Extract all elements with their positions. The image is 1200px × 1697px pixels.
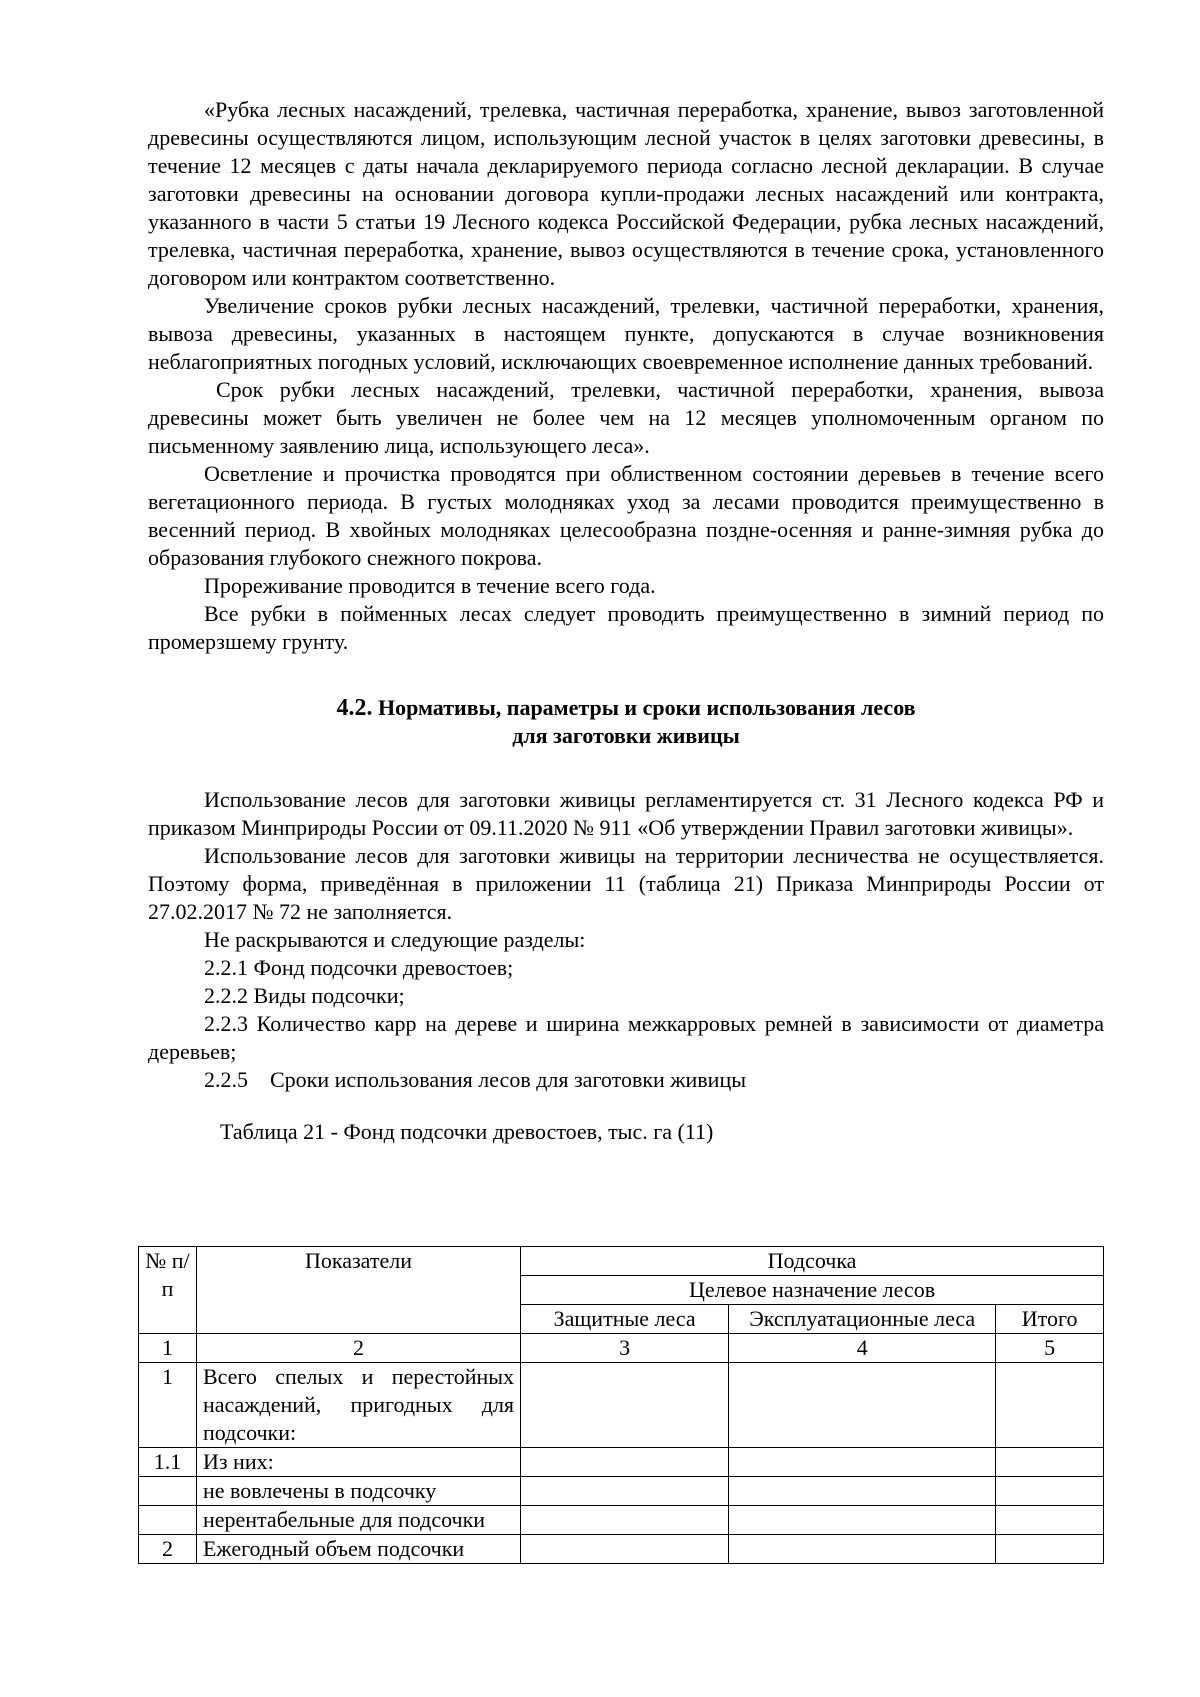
empty-cell	[729, 1506, 996, 1535]
empty-cell	[521, 1448, 729, 1477]
row-number: 1.1	[139, 1448, 197, 1477]
paragraph: Использование лесов для заготовки живицы регламентируется ст. 31 Лесного кодекса РФ и приказом Минприроды России от 09.11.2020 № 911 «Об утверждении Правил заготовки живицы».	[148, 787, 1104, 840]
paragraph: «Рубка лесных насаждений, трелевка, частичная переработка, хранение, вывоз заготовленной древесины осуществляются лицом, использующим лесной участок в целях заготовки древесины, в течение 12 месяцев с даты начала декларируемого периода согласно лесной декларации. В случае заготовки древесины на основании договора купли-продажи лесных насаждений или контракта, указанного в части 5 статьи 19 Лесного кодекса Российской Федерации, рубка лесных насаждений, трелевка, частичная переработка, хранение, вывоз осуществляются в течение срока, установленного договором или контрактом соответственно.	[148, 97, 1104, 290]
header-indicators: Показатели	[196, 1247, 520, 1334]
paragraph: Срок рубки лесных насаждений, трелевки, частичной переработки, хранения, вывоза древесины может быть увеличен не более чем на 12 месяцев уполномоченным органом по письменному заявлению лица, использующего леса».	[148, 377, 1104, 458]
header-protective: Защитные леса	[521, 1305, 729, 1334]
row-number	[139, 1477, 197, 1506]
paragraph: Прореживание проводится в течение всего года.	[204, 573, 656, 598]
document-page	[148, 96, 1104, 1146]
paragraph: Все рубки в пойменных лесах следует проводить преимущественно в зимний период по промерзшему грунту.	[148, 601, 1104, 654]
row-label: Ежегодный объем подсочки	[196, 1535, 520, 1564]
paragraph: Увеличение сроков рубки лесных насаждений, трелевки, частичной переработки, хранения, вывоза древесины, указанных в настоящем пункте, допускаются в случае возникновения неблагоприятных погодных условий, исключающих своевременное исполнение данных требований.	[148, 293, 1104, 374]
empty-cell	[521, 1506, 729, 1535]
empty-cell	[729, 1535, 996, 1564]
row-number: 2	[139, 1535, 197, 1564]
column-number: 3	[521, 1334, 729, 1363]
list-item: 2.2.5 Сроки использования лесов для заготовки живицы	[204, 1067, 746, 1092]
empty-cell	[729, 1448, 996, 1477]
row-number	[139, 1506, 197, 1535]
list-item: 2.2.1 Фонд подсочки древостоев;	[204, 955, 514, 980]
column-number: 4	[729, 1334, 996, 1363]
empty-cell	[996, 1448, 1104, 1477]
column-numbers-row	[139, 1334, 1104, 1363]
table-row	[139, 1363, 1104, 1448]
section-number: 4.2.	[336, 695, 373, 721]
data-table	[138, 1246, 1104, 1564]
column-number: 5	[996, 1334, 1104, 1363]
header-tapping: Подсочка	[521, 1247, 1104, 1276]
empty-cell	[521, 1363, 729, 1448]
header-total: Итого	[996, 1305, 1104, 1334]
empty-cell	[996, 1477, 1104, 1506]
paragraph: Использование лесов для заготовки живицы на территории лесничества не осуществляется. Поэтому форма, приведённая в приложении 11 (таблица 21) Приказа Минприроды России от 27.02.2017 № 72 не заполняется.	[148, 843, 1104, 924]
row-label: Из них:	[196, 1448, 520, 1477]
row-label: Всего спелых и перестойных насаждений, пригодных для подсочки:	[196, 1363, 520, 1448]
paragraph: Осветление и прочистка проводятся при облиственном состоянии деревьев в течение всего вегетационного периода. В густых молодняках уход за лесами проводится преимущественно в весенний период. В хвойных молодняках целесообразна поздне-осенняя и ранне-зимняя рубка до образования глубокого снежного покрова.	[148, 461, 1104, 570]
empty-cell	[729, 1477, 996, 1506]
column-number: 1	[139, 1334, 197, 1363]
empty-cell	[729, 1363, 996, 1448]
section-heading	[148, 694, 1104, 750]
list-item: 2.2.3 Количество карр на дереве и ширина межкарровых ремней в зависимости от диаметра деревьев;	[148, 1011, 1104, 1064]
list-item: 2.2.2 Виды подсочки;	[204, 983, 405, 1008]
row-number: 1	[139, 1363, 197, 1448]
table-row	[139, 1448, 1104, 1477]
header-number: № п/п	[139, 1247, 197, 1334]
empty-cell	[996, 1506, 1104, 1535]
row-label: нерентабельные для подсочки	[196, 1506, 520, 1535]
empty-cell	[521, 1535, 729, 1564]
section-title-line2: для заготовки живицы	[512, 723, 740, 748]
header-exploitation: Эксплуатационные леса	[729, 1305, 996, 1334]
table-row	[139, 1506, 1104, 1535]
section-title-line1: Нормативы, параметры и сроки использования лесов	[377, 695, 916, 720]
empty-cell	[521, 1477, 729, 1506]
paragraph: Не раскрываются и следующие разделы:	[204, 927, 586, 952]
table-row	[139, 1535, 1104, 1564]
column-number: 2	[196, 1334, 520, 1363]
empty-cell	[996, 1363, 1104, 1448]
header-forest-purpose: Целевое назначение лесов	[521, 1276, 1104, 1305]
table-row	[139, 1477, 1104, 1506]
row-label: не вовлечены в подсочку	[196, 1477, 520, 1506]
empty-cell	[996, 1535, 1104, 1564]
table-caption: Таблица 21 - Фонд подсочки древостоев, тыс. га (11)	[220, 1119, 714, 1144]
